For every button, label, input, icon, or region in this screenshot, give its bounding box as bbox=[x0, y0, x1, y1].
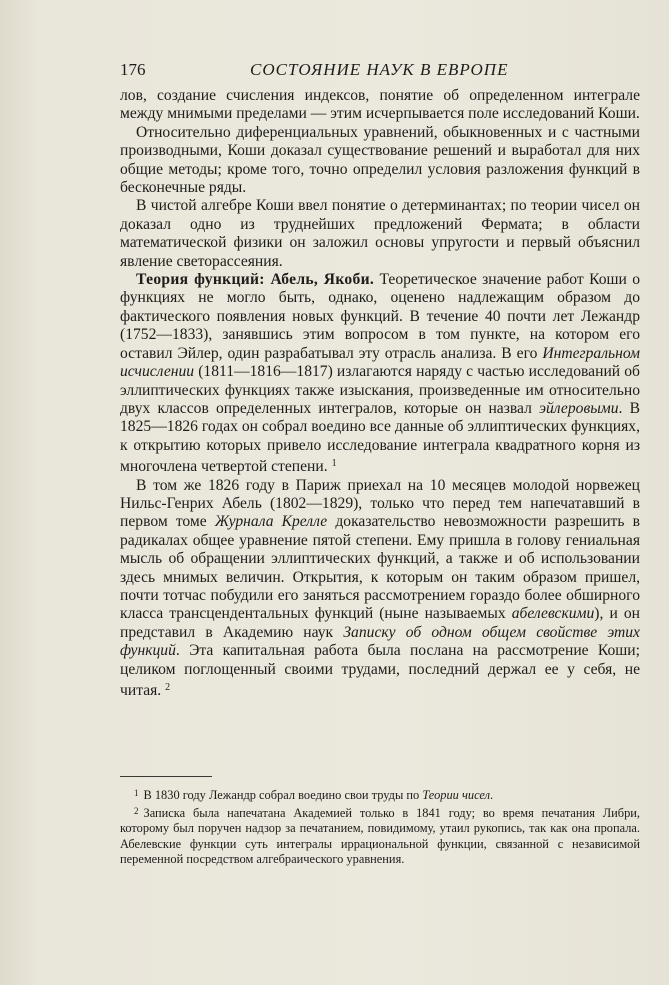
paragraph: В чистой алгебре Коши ввел понятие о детерминантах; по теории чисел он доказал одно из труднейших предложений Фермата; в области математической физики он заложил основы упругости и первый объяснил явление светорассеяния. bbox=[120, 197, 640, 270]
text-run: (1811—1816—1817) излагаются наряду с частью исследований об эллиптических функциях также изыскания, произведенные им относительно двух классов определенных интегралов, которые он назвал bbox=[120, 363, 640, 417]
text-run: . bbox=[490, 788, 494, 802]
footnote-reference: 2 bbox=[165, 682, 171, 693]
book-title: Теории чисел bbox=[422, 788, 491, 802]
memoir-title: Записку об одном общем свойстве этих функций bbox=[120, 623, 640, 660]
running-head: СОСТОЯНИЕ НАУК В ЕВРОПЕ bbox=[250, 60, 509, 79]
text-run: Теоретическое значение работ Коши о функциях не могло быть, однако, оценено надлежащим образом до фактического появления новых функций. В течение 40 почти лет Лежандр (1752—1833), занявшись этим вопросом в том пункте, на котором его оставил Эйлер, один разрабатывал эту отрасль анализа. В его bbox=[120, 271, 640, 362]
text-run: ), и он представил в Академию наук bbox=[120, 605, 640, 641]
page-number: 176 bbox=[120, 60, 146, 79]
text-run: . В 1825—1826 годах он собрал воедино все данные об эллиптических функциях, к открытию которых привело исследование интеграла квадратного корня из многочлена четвертой степени. bbox=[120, 399, 640, 476]
book-title: Интегральном исчислении bbox=[120, 344, 640, 381]
footnote-reference: 1 bbox=[331, 458, 337, 470]
text-run: доказательство невозможности разрешить в радикалах общее уравнение пятой степени. Ему пришла в голову гениальная мысль об обращении эллиптических функций, а также и об использовании здесь мнимых величин. Открытия, к которым он таким образом пришел, почти тотчас побудили его заняться рассмотрением гораздо более обширного класса трансцендентальных функций (ныне называемых bbox=[120, 513, 640, 623]
text-run: В том же 1826 году в Париж приехал на 10 месяцев молодой норвежец Нильс-Генрих Абель (1802—1829), только что перед тем напечатавший в первом томе bbox=[120, 476, 640, 531]
footnote-mark: 1 bbox=[134, 788, 139, 798]
italic-term: эйлеровыми bbox=[539, 399, 619, 417]
footnote-divider bbox=[120, 776, 212, 777]
text-run: . Эта капитальная работа была послана на рассмотрение Коши; целиком поглощенный своими трудами, последний держал ее у себя, не читая. bbox=[120, 642, 640, 699]
footnote-mark: 2 bbox=[134, 805, 139, 816]
page-header bbox=[120, 60, 640, 84]
paragraph bbox=[120, 477, 640, 701]
paragraph: лов, создание счисления индексов, понятие об определенном интеграле между мнимыми пределами — этим исчерпывается поле исследований Коши. bbox=[120, 87, 640, 123]
section-paragraph bbox=[120, 271, 640, 476]
text-run: В 1830 году Лежандр собрал воедино свои труды по bbox=[143, 788, 423, 802]
footnote bbox=[120, 786, 640, 804]
paragraph: Относительно диференциальных уравнений, обыкновенных и с частными производными, Коши доказал существование решений и выработал для них общие методы; кроме того, точно определил условия разложения функций в бесконечные ряды. bbox=[120, 123, 640, 197]
italic-term: абелевскими bbox=[511, 605, 595, 623]
footnote bbox=[120, 804, 640, 868]
section-heading: Теория функций: Абель, Якоби. bbox=[136, 271, 375, 289]
footnotes bbox=[120, 786, 640, 868]
main-text bbox=[120, 87, 640, 700]
journal-title: Журнала Крелле bbox=[214, 513, 328, 531]
text-run: Записка была напечатана Академией только в 1841 году; во время печатания Либри, которому был поручен надзор за печатанием, повидимому, утаил рукопись, так как она пропала. Абелевские функции суть интегралы иррациональной функции, связанной с независимой переменной посредством алгебраического уравнения. bbox=[120, 805, 640, 866]
